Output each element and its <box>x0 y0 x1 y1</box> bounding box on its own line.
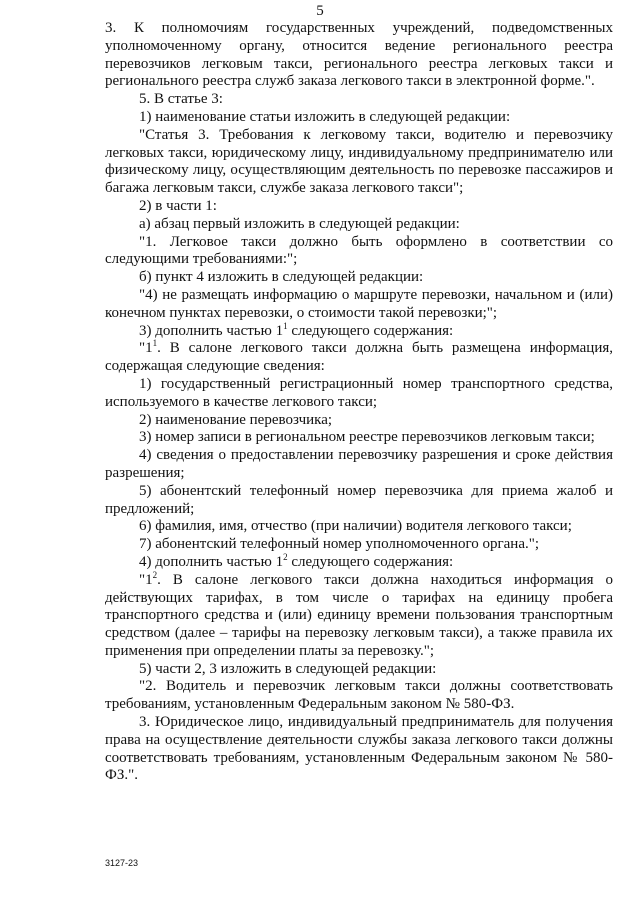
paragraph-agencies-powers: 3. К полномочиям государственных учреждений, подведомственных уполномоченному органу, относится ведение регионального реестра перевозчиков легковым такси, регионального реестра легковых такси и регионального реестра служб заказа легкового такси в электронной форме.". <box>105 20 613 90</box>
list-item-registry-record: 3) номер записи в региональном реестре перевозчиков легковым такси; <box>139 429 595 446</box>
superscript: 2 <box>152 569 158 580</box>
paragraph-subitem-a: а) абзац первый изложить в следующей редакции: <box>139 215 460 232</box>
paragraph-subitem-b: б) пункт 4 изложить в следующей редакции: <box>139 269 424 286</box>
part-number: "1 <box>139 340 153 357</box>
document-code: 3127-23 <box>105 858 139 868</box>
part-number: "1 <box>139 571 153 588</box>
list-item-driver-name: 6) фамилия, имя, отчество (при наличии) водителя легкового такси; <box>139 518 572 535</box>
superscript: 1 <box>283 320 288 331</box>
document-body <box>105 20 613 785</box>
add-part-1-1-text: 3) дополнить частью 1 <box>139 322 284 339</box>
paragraph-part-1: 2) в части 1: <box>139 197 217 214</box>
add-part-1-2-suffix: следующего содержания: <box>287 553 454 570</box>
paragraph-add-part-1-1 <box>105 320 613 341</box>
paragraph-part-2: "2. Водитель и перевозчик легковым такси должны соответствовать требованиям, установленным Федеральным законом № 580-ФЗ. <box>105 678 613 713</box>
page-number: 5 <box>316 3 324 19</box>
paragraph-part-3: 3. Юридическое лицо, индивидуальный предприниматель для получения права на осуществление деятельности службы заказа легкового такси должны соответствовать требованиям, установленным Федеральным законом № 580-ФЗ.". <box>105 714 613 784</box>
superscript: 1 <box>152 338 158 349</box>
paragraph-add-part-1-2 <box>105 551 613 572</box>
add-part-1-1-suffix: следующего содержания: <box>287 322 454 339</box>
paragraph-taxi-requirements: "1. Легковое такси должно быть оформлено в соответствии со следующими требованиями:"; <box>105 233 613 268</box>
paragraph-part-1-1 <box>105 340 613 376</box>
list-item-authority-phone: 7) абонентский телефонный номер уполномоченного органа."; <box>139 536 540 553</box>
list-item-permit-info: 4) сведения о предоставлении перевозчику разрешения и сроке действия разрешения; <box>105 447 613 481</box>
paragraph-parts-2-3: 5) части 2, 3 изложить в следующей редакции: <box>139 660 437 677</box>
add-part-1-2-text: 4) дополнить частью 1 <box>139 553 284 570</box>
list-item-registration-number: 1) государственный регистрационный номер транспортного средства, используемого в качестве легкового такси; <box>105 375 613 410</box>
paragraph-article-3-heading: 5. В статье 3: <box>139 91 223 108</box>
list-item-carrier-phone: 5) абонентский телефонный номер перевозчика для приема жалоб и предложений; <box>105 482 613 517</box>
paragraph-part-1-2 <box>105 569 613 661</box>
paragraph-title-change: 1) наименование статьи изложить в следующей редакции: <box>139 108 511 125</box>
list-item-carrier-name: 2) наименование перевозчика; <box>139 411 333 428</box>
part-1-1-text: . В салоне легкового такси должна быть размещена информация, содержащая следующие сведения: <box>105 340 613 375</box>
superscript: 2 <box>283 551 288 562</box>
paragraph-point-4: "4) не размещать информацию о маршруте перевозки, начальном и (или) конечном пунктах перевозки, о стоимости такой перевозки;"; <box>105 286 613 321</box>
paragraph-article-3-title: "Статья 3. Требования к легковому такси, водителю и перевозчику легковых такси, юридическому лицу, индивидуальному предпринимателю или физическому лицу, осуществляющим деятельность по перевозке пассажиров и багажа легковым такси, службе заказа легкового такси"; <box>105 126 613 197</box>
part-1-2-text: . В салоне легкового такси должна находиться информация о действующих тарифах, в том числе о тарифах на единицу пробега транспортного средства и (или) единицу времени пользования транспортным средством (далее – тарифы на перевозку легковым такси), а также правила их применения при определении платы за перевозку."; <box>105 571 613 659</box>
